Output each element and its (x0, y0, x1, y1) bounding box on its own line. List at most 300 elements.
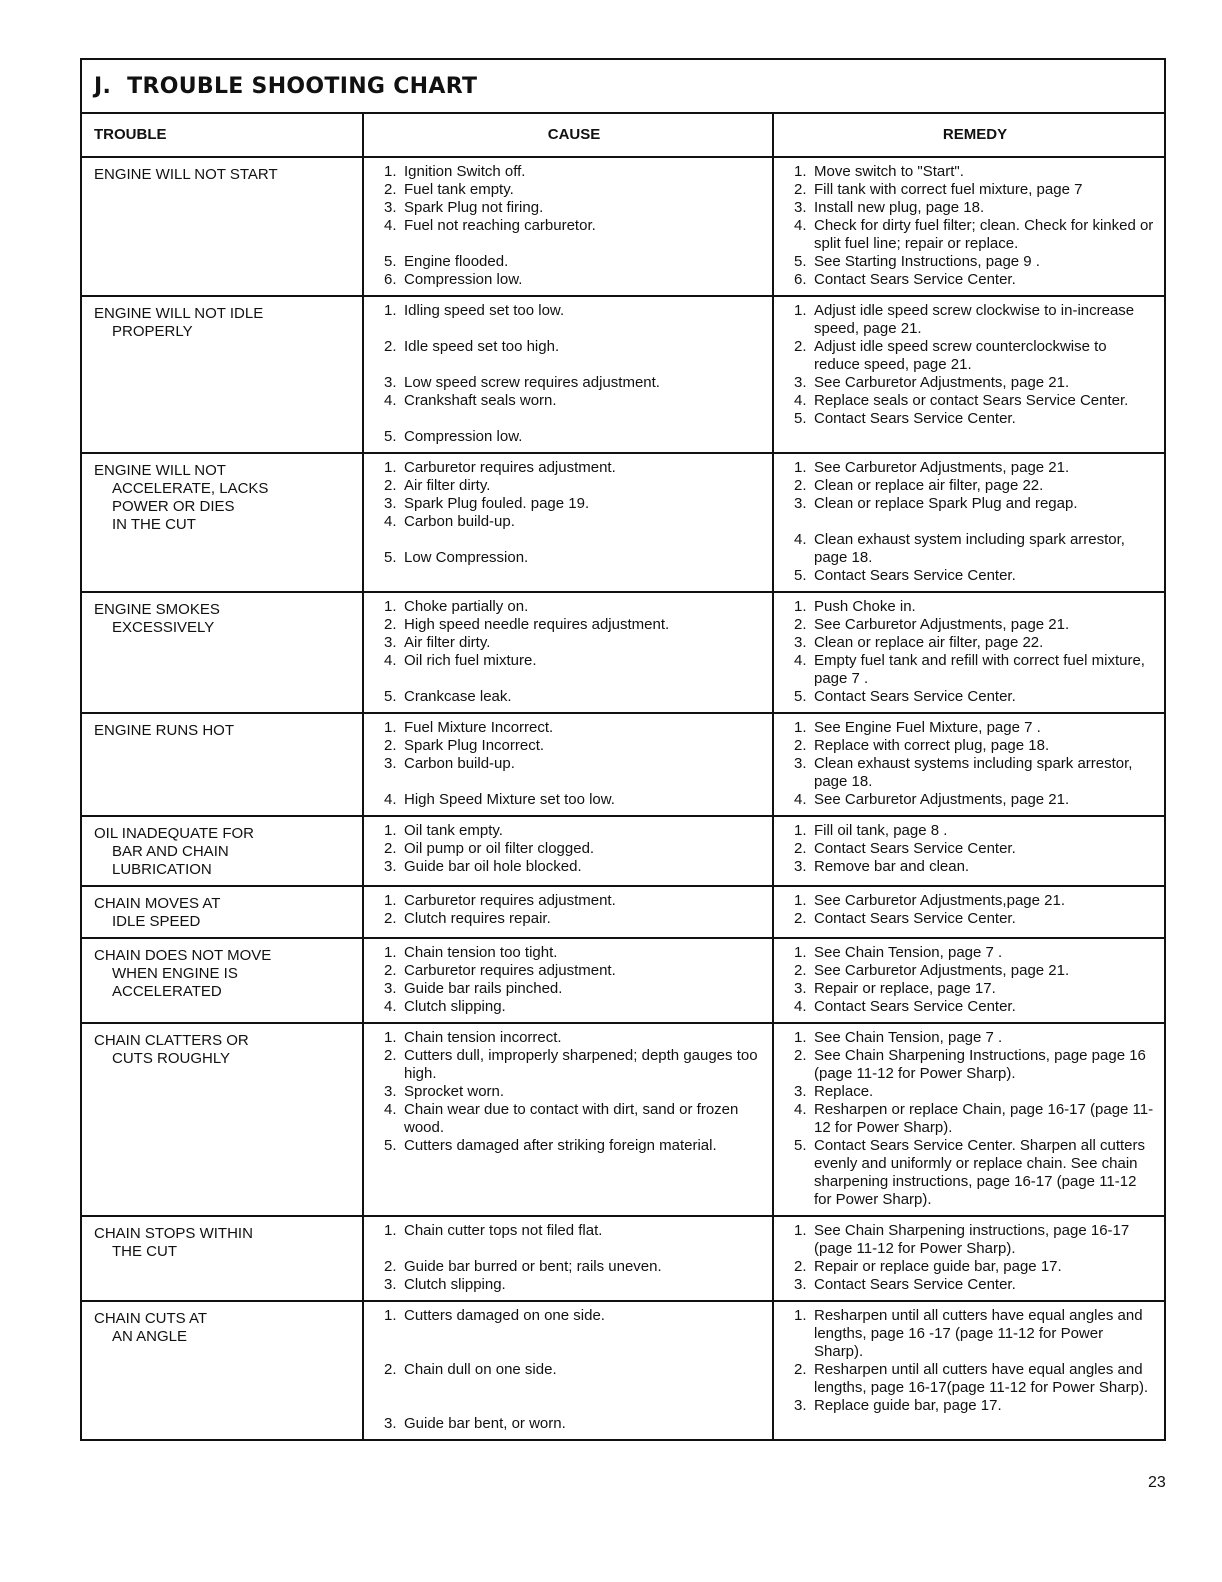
cause-cell (364, 1024, 774, 1215)
item-text: Engine flooded. (404, 253, 509, 270)
item-text: Cutters damaged on one side. (404, 1307, 605, 1324)
item-number: 1. (384, 719, 397, 736)
remedy-item (794, 998, 1156, 1016)
trouble-cell (82, 817, 364, 885)
remedy-cell (774, 887, 1164, 937)
remedy-item (794, 392, 1156, 410)
remedy-item (794, 374, 1156, 392)
trouble-cell (82, 887, 364, 937)
item-text: See Carburetor Adjustments, page 21. (814, 459, 1070, 476)
item-number: 5. (794, 1137, 807, 1154)
item-number: 4. (384, 998, 397, 1015)
table-row (82, 593, 1164, 714)
item-number: 3. (384, 755, 397, 772)
trouble-text: THE CUT (112, 1243, 177, 1260)
table-row (82, 939, 1164, 1024)
item-text: Chain tension too tight. (404, 944, 558, 961)
item-text: Carburetor requires adjustment. (404, 962, 616, 979)
cause-item (384, 910, 764, 928)
cause-item (384, 634, 764, 652)
item-text: Adjust idle speed screw counterclockwise to reduce speed, page 21. (814, 338, 1107, 373)
item-number: 1. (384, 1222, 397, 1239)
header-remedy: REMEDY (942, 126, 1008, 143)
item-text: Adjust idle speed screw clockwise to in-increase speed, page 21. (814, 302, 1135, 337)
cause-cell (364, 817, 774, 885)
cause-item (384, 998, 764, 1016)
trouble-text: CHAIN CUTS AT (94, 1310, 208, 1327)
item-number: 4. (794, 217, 807, 234)
item-text: High speed needle requires adjustment. (404, 616, 670, 633)
item-text: Crankshaft seals worn. (404, 392, 557, 409)
item-number: 4. (384, 392, 397, 409)
item-text: Sprocket worn. (404, 1083, 505, 1100)
cause-item (384, 163, 764, 181)
item-text: Crankcase leak. (404, 688, 512, 705)
cause-item (384, 253, 764, 271)
trouble-cell (82, 158, 364, 295)
item-number: 5. (384, 253, 397, 270)
remedy-item (794, 1276, 1156, 1294)
cause-item (384, 840, 764, 858)
item-text: Clutch slipping. (404, 998, 506, 1015)
spacer (384, 410, 764, 428)
cause-item (384, 302, 764, 320)
item-number: 1. (384, 598, 397, 615)
remedy-item (794, 302, 1156, 338)
trouble-text: IN THE CUT (112, 516, 196, 533)
item-text: Resharpen until all cutters have equal angles and lengths, page 16 -17 (page 11-12 for Power Sharp). (814, 1307, 1143, 1360)
remedy-item (794, 962, 1156, 980)
cause-item (384, 688, 764, 706)
remedy-item (794, 634, 1156, 652)
item-number: 1. (794, 459, 807, 476)
remedy-item (794, 217, 1156, 253)
trouble-text: EXCESSIVELY (112, 619, 215, 636)
remedy-item (794, 1083, 1156, 1101)
remedy-item (794, 892, 1156, 910)
trouble-text: ENGINE WILL NOT START (94, 166, 278, 183)
item-text: Ignition Switch off. (404, 163, 526, 180)
item-text: Push Choke in. (814, 598, 916, 615)
item-text: Cutters damaged after striking foreign material. (404, 1137, 717, 1154)
item-number: 2. (384, 338, 397, 355)
item-number: 1. (384, 944, 397, 961)
item-text: Contact Sears Service Center. (814, 910, 1016, 927)
item-number: 4. (794, 791, 807, 808)
remedy-item (794, 181, 1156, 199)
chart-body (82, 158, 1164, 1439)
trouble-text: ENGINE WILL NOT IDLE (94, 305, 264, 322)
item-number: 3. (794, 1276, 807, 1293)
spacer (384, 320, 764, 338)
item-number: 1. (794, 1222, 807, 1239)
cause-item (384, 1137, 764, 1155)
spacer (384, 773, 764, 791)
remedy-cell (774, 714, 1164, 815)
item-text: Guide bar burred or bent; rails uneven. (404, 1258, 662, 1275)
item-text: Resharpen until all cutters have equal angles and lengths, page 16-17(page 11-12 for Power Sharp). (814, 1361, 1149, 1396)
remedy-item (794, 1029, 1156, 1047)
table-row (82, 1217, 1164, 1302)
cause-item (384, 791, 764, 809)
item-text: Clutch slipping. (404, 1276, 506, 1293)
item-number: 5. (384, 688, 397, 705)
spacer (384, 235, 764, 253)
table-row (82, 817, 1164, 887)
item-text: Guide bar oil hole blocked. (404, 858, 582, 875)
item-number: 3. (794, 980, 807, 997)
remedy-item (794, 822, 1156, 840)
item-number: 4. (794, 652, 807, 669)
item-text: Fill tank with correct fuel mixture, page 7 (814, 181, 1083, 198)
remedy-item (794, 477, 1156, 495)
trouble-text: WHEN ENGINE IS (112, 965, 238, 982)
item-text: Replace with correct plug, page 18. (814, 737, 1050, 754)
trouble-text: CUTS ROUGHLY (112, 1050, 231, 1067)
remedy-item (794, 1137, 1156, 1209)
cause-cell (364, 887, 774, 937)
cause-item (384, 962, 764, 980)
remedy-item (794, 1222, 1156, 1258)
remedy-item (794, 495, 1156, 513)
item-text: Contact Sears Service Center. (814, 567, 1016, 584)
spacer (794, 513, 1156, 531)
item-number: 5. (794, 253, 807, 270)
table-row (82, 887, 1164, 939)
item-text: Clean or replace air filter, page 22. (814, 477, 1044, 494)
item-number: 3. (384, 1083, 397, 1100)
item-text: Chain tension incorrect. (404, 1029, 562, 1046)
trouble-text: ACCELERATED (112, 983, 222, 1000)
remedy-item (794, 531, 1156, 567)
spacer (384, 1325, 764, 1343)
item-text: Contact Sears Service Center. (814, 998, 1016, 1015)
item-number: 4. (794, 392, 807, 409)
item-text: Carburetor requires adjustment. (404, 892, 616, 909)
remedy-item (794, 253, 1156, 271)
item-number: 4. (384, 217, 397, 234)
header-trouble: TROUBLE (82, 114, 364, 156)
remedy-item (794, 858, 1156, 876)
item-text: Idle speed set too high. (404, 338, 560, 355)
item-text: Chain cutter tops not filed flat. (404, 1222, 603, 1239)
spacer (384, 670, 764, 688)
cause-item (384, 1415, 764, 1433)
remedy-cell (774, 939, 1164, 1022)
item-number: 3. (384, 199, 397, 216)
item-text: Replace seals or contact Sears Service Center. (814, 392, 1129, 409)
trouble-text: OIL INADEQUATE FOR (94, 825, 255, 842)
item-number: 2. (794, 1047, 807, 1064)
cause-item (384, 549, 764, 567)
cause-cell (364, 158, 774, 295)
item-number: 3. (384, 374, 397, 391)
trouble-text: CHAIN DOES NOT MOVE (94, 947, 272, 964)
cause-item (384, 495, 764, 513)
item-text: Air filter dirty. (404, 634, 491, 651)
remedy-cell (774, 1302, 1164, 1439)
item-text: Low speed screw requires adjustment. (404, 374, 660, 391)
remedy-item (794, 1397, 1156, 1415)
section-letter: J. (94, 73, 112, 99)
trouble-cell (82, 1217, 364, 1300)
item-text: See Chain Sharpening Instructions, page page 16 (page 11-12 for Power Sharp). (814, 1047, 1146, 1082)
item-text: Install new plug, page 18. (814, 199, 985, 216)
item-text: Fuel tank empty. (404, 181, 514, 198)
item-number: 1. (384, 459, 397, 476)
cause-item (384, 1361, 764, 1379)
cause-cell (364, 454, 774, 591)
remedy-item (794, 338, 1156, 374)
item-text: Clean or replace air filter, page 22. (814, 634, 1044, 651)
item-number: 3. (794, 1083, 807, 1100)
item-number: 4. (384, 791, 397, 808)
item-number: 3. (794, 374, 807, 391)
item-text: Oil tank empty. (404, 822, 503, 839)
item-number: 2. (794, 181, 807, 198)
item-text: Guide bar rails pinched. (404, 980, 563, 997)
item-number: 2. (794, 477, 807, 494)
item-text: Oil pump or oil filter clogged. (404, 840, 595, 857)
item-text: Idling speed set too low. (404, 302, 565, 319)
item-number: 1. (384, 1307, 397, 1324)
item-text: See Carburetor Adjustments,page 21. (814, 892, 1065, 909)
item-text: Cutters dull, improperly sharpened; depth gauges too high. (404, 1047, 758, 1082)
remedy-item (794, 459, 1156, 477)
item-text: Contact Sears Service Center. (814, 688, 1016, 705)
item-number: 3. (384, 858, 397, 875)
remedy-item (794, 1047, 1156, 1083)
item-number: 5. (384, 428, 397, 445)
trouble-shooting-chart (80, 58, 1166, 1441)
cause-item (384, 755, 764, 773)
table-row (82, 1024, 1164, 1217)
title-text: TROUBLE SHOOTING CHART (127, 73, 478, 99)
item-text: Chain wear due to contact with dirt, sand or frozen wood. (404, 1101, 739, 1136)
item-text: Contact Sears Service Center. (814, 840, 1016, 857)
item-text: Chain dull on one side. (404, 1361, 557, 1378)
cause-item (384, 980, 764, 998)
cause-item (384, 1258, 764, 1276)
cause-item (384, 737, 764, 755)
item-text: See Chain Tension, page 7 . (814, 1029, 1003, 1046)
remedy-item (794, 163, 1156, 181)
item-number: 3. (794, 495, 807, 512)
item-text: Carbon build-up. (404, 755, 515, 772)
item-text: See Carburetor Adjustments, page 21. (814, 616, 1070, 633)
trouble-cell (82, 939, 364, 1022)
trouble-text: LUBRICATION (112, 861, 212, 878)
header-cause: CAUSE (364, 114, 774, 156)
item-text: Compression low. (404, 271, 523, 288)
cause-cell (364, 1302, 774, 1439)
cause-item (384, 338, 764, 356)
item-number: 4. (384, 1101, 397, 1118)
item-text: See Carburetor Adjustments, page 21. (814, 962, 1070, 979)
trouble-text: CHAIN STOPS WITHIN (94, 1225, 253, 1242)
item-number: 5. (794, 688, 807, 705)
remedy-cell (774, 593, 1164, 712)
item-number: 6. (384, 271, 397, 288)
item-text: Repair or replace, page 17. (814, 980, 996, 997)
remedy-item (794, 719, 1156, 737)
spacer (384, 531, 764, 549)
remedy-item (794, 840, 1156, 858)
item-number: 4. (794, 998, 807, 1015)
trouble-text: PROPERLY (112, 323, 193, 340)
remedy-item (794, 755, 1156, 791)
item-number: 3. (384, 980, 397, 997)
cause-cell (364, 714, 774, 815)
remedy-item (794, 1258, 1156, 1276)
trouble-cell (82, 714, 364, 815)
item-text: See Starting Instructions, page 9 . (814, 253, 1040, 270)
item-number: 1. (794, 598, 807, 615)
item-number: 1. (794, 944, 807, 961)
cause-item (384, 719, 764, 737)
item-number: 2. (794, 1258, 807, 1275)
trouble-cell (82, 593, 364, 712)
item-text: Spark Plug fouled. page 19. (404, 495, 590, 512)
cause-item (384, 374, 764, 392)
cause-item (384, 1029, 764, 1047)
trouble-text: ENGINE SMOKES (94, 601, 220, 618)
item-text: Spark Plug not firing. (404, 199, 544, 216)
remedy-item (794, 199, 1156, 217)
cause-item (384, 858, 764, 876)
item-number: 3. (384, 1276, 397, 1293)
cause-item (384, 477, 764, 495)
remedy-item (794, 567, 1156, 585)
cause-item (384, 1083, 764, 1101)
item-number: 2. (384, 910, 397, 927)
item-number: 2. (384, 1361, 397, 1378)
chart-title (82, 60, 1164, 114)
item-text: Choke partially on. (404, 598, 529, 615)
item-text: Fuel not reaching carburetor. (404, 217, 596, 234)
item-number: 5. (794, 567, 807, 584)
cause-item (384, 892, 764, 910)
item-text: Low Compression. (404, 549, 529, 566)
item-text: Clean or replace Spark Plug and regap. (814, 495, 1078, 512)
remedy-cell (774, 1217, 1164, 1300)
remedy-item (794, 410, 1156, 428)
remedy-item (794, 910, 1156, 928)
item-number: 4. (794, 1101, 807, 1118)
item-number: 1. (384, 1029, 397, 1046)
item-number: 3. (794, 755, 807, 772)
header-row (82, 114, 1164, 158)
item-number: 1. (794, 719, 807, 736)
item-number: 1. (384, 892, 397, 909)
item-text: Check for dirty fuel filter; clean. Check for kinked or split fuel line; repair or replace. (814, 217, 1154, 252)
item-text: Carburetor requires adjustment. (404, 459, 616, 476)
cause-item (384, 1222, 764, 1240)
item-text: Replace guide bar, page 17. (814, 1397, 1002, 1414)
item-number: 2. (384, 1047, 397, 1064)
item-number: 2. (384, 477, 397, 494)
item-number: 1. (384, 822, 397, 839)
item-text: Fuel Mixture Incorrect. (404, 719, 554, 736)
item-text: Move switch to "Start". (814, 163, 964, 180)
item-text: Repair or replace guide bar, page 17. (814, 1258, 1062, 1275)
spacer (384, 1397, 764, 1415)
item-number: 2. (384, 181, 397, 198)
cause-item (384, 181, 764, 199)
cause-item (384, 944, 764, 962)
cause-item (384, 459, 764, 477)
cause-item (384, 1276, 764, 1294)
item-number: 2. (794, 338, 807, 355)
cause-item (384, 1101, 764, 1137)
remedy-cell (774, 1024, 1164, 1215)
item-number: 1. (794, 1029, 807, 1046)
item-text: Oil rich fuel mixture. (404, 652, 537, 669)
item-text: See Chain Tension, page 7 . (814, 944, 1003, 961)
item-text: Carbon build-up. (404, 513, 515, 530)
cause-item (384, 616, 764, 634)
item-number: 2. (384, 616, 397, 633)
cause-item (384, 392, 764, 410)
cause-item (384, 822, 764, 840)
cause-cell (364, 297, 774, 452)
item-number: 4. (384, 513, 397, 530)
item-number: 2. (794, 962, 807, 979)
item-number: 2. (794, 910, 807, 927)
remedy-item (794, 1307, 1156, 1361)
item-number: 2. (384, 840, 397, 857)
item-text: Clean exhaust system including spark arrestor, page 18. (814, 531, 1125, 566)
remedy-item (794, 944, 1156, 962)
cause-cell (364, 939, 774, 1022)
item-number: 4. (794, 531, 807, 548)
cause-item (384, 428, 764, 446)
item-number: 3. (384, 1415, 397, 1432)
item-text: Clutch requires repair. (404, 910, 551, 927)
item-text: Empty fuel tank and refill with correct fuel mixture, page 7 . (814, 652, 1145, 687)
spacer (384, 1343, 764, 1361)
cause-cell (364, 1217, 774, 1300)
item-number: 1. (794, 892, 807, 909)
item-text: See Carburetor Adjustments, page 21. (814, 374, 1070, 391)
item-number: 1. (384, 163, 397, 180)
item-number: 2. (384, 962, 397, 979)
item-text: Spark Plug Incorrect. (404, 737, 545, 754)
table-row (82, 714, 1164, 817)
item-text: See Chain Sharpening instructions, page 16-17 (page 11-12 for Power Sharp). (814, 1222, 1130, 1257)
item-number: 3. (794, 858, 807, 875)
item-number: 1. (794, 1307, 807, 1324)
trouble-text: CHAIN MOVES AT (94, 895, 221, 912)
spacer (384, 1379, 764, 1397)
item-number: 3. (384, 495, 397, 512)
item-number: 1. (794, 163, 807, 180)
item-number: 3. (794, 634, 807, 651)
cause-item (384, 199, 764, 217)
item-text: Replace. (814, 1083, 874, 1100)
item-number: 2. (384, 1258, 397, 1275)
trouble-cell (82, 1024, 364, 1215)
trouble-text: POWER OR DIES (112, 498, 235, 515)
item-text: See Engine Fuel Mixture, page 7 . (814, 719, 1041, 736)
remedy-item (794, 616, 1156, 634)
item-text: See Carburetor Adjustments, page 21. (814, 791, 1070, 808)
item-number: 2. (794, 1361, 807, 1378)
item-text: Fill oil tank, page 8 . (814, 822, 948, 839)
cause-item (384, 271, 764, 289)
remedy-item (794, 688, 1156, 706)
trouble-text: AN ANGLE (112, 1328, 188, 1345)
